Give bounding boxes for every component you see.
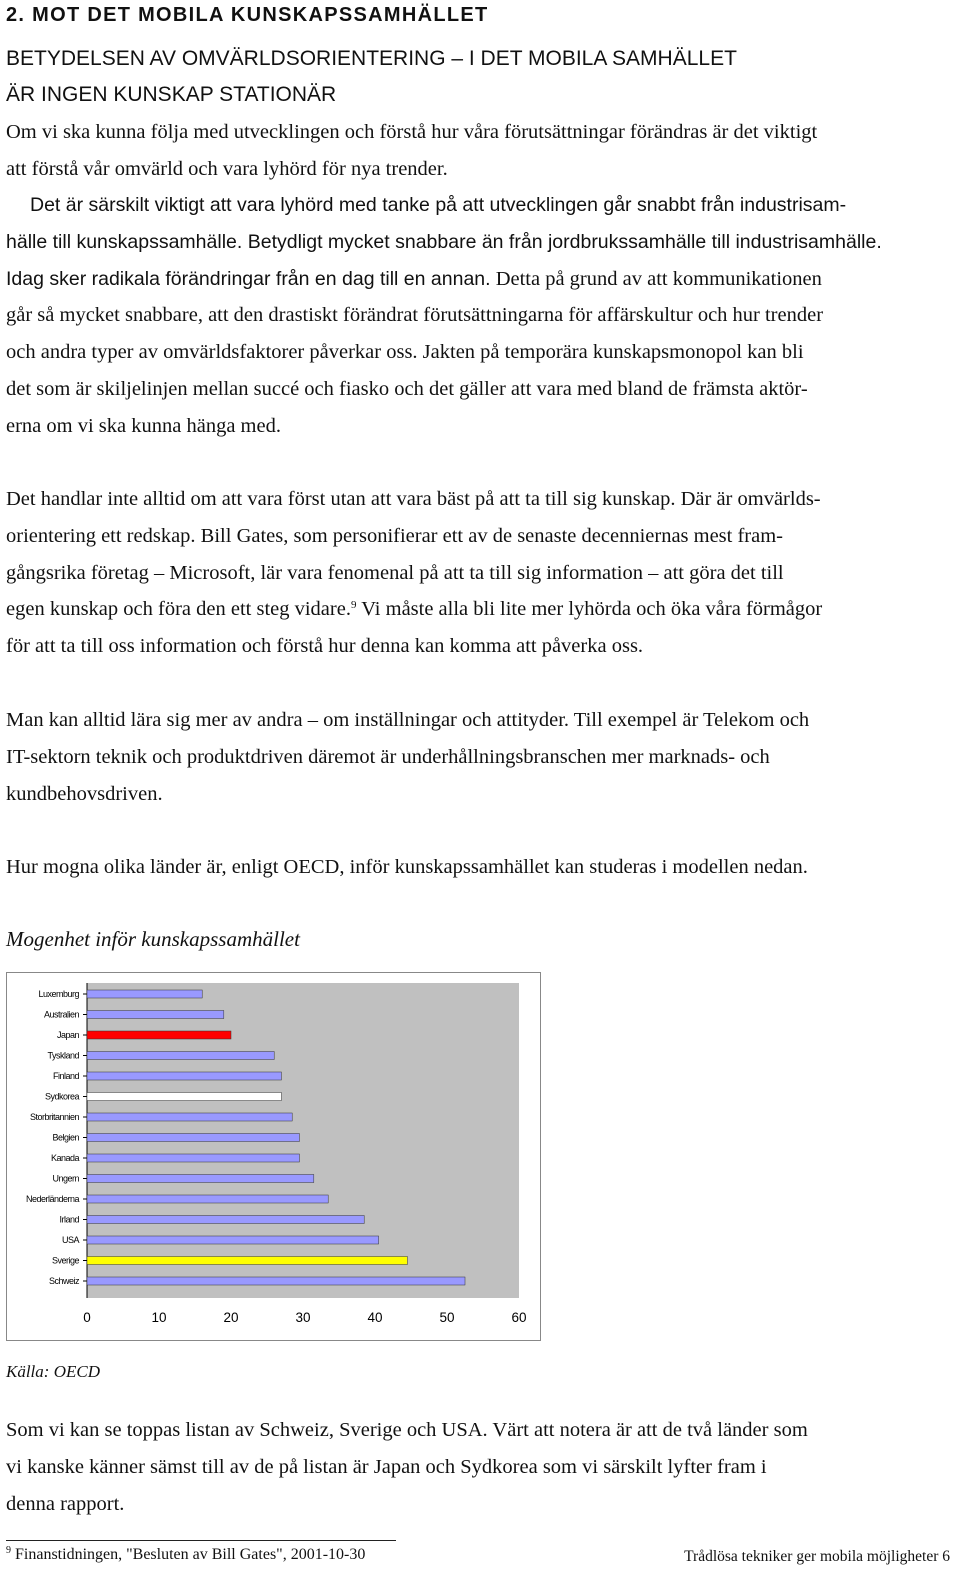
text-line: vi kanske känner sämst till av de på listan är Japan och Sydkorea som vi särskilt lyfter fram i <box>6 1455 767 1478</box>
chart-frame <box>6 972 541 1341</box>
bar-japan <box>87 1031 231 1039</box>
paragraph-2 <box>6 187 956 445</box>
bar-finland <box>87 1072 281 1080</box>
y-tick-label: Belgien <box>52 1132 79 1143</box>
bar-sverige <box>87 1257 407 1265</box>
bar-nederländerna <box>87 1195 328 1203</box>
paragraph-5 <box>6 849 956 886</box>
bar-kanada <box>87 1154 299 1162</box>
y-tick-label: Japan <box>56 1030 79 1040</box>
y-tick-label: Irland <box>59 1214 79 1225</box>
y-tick-label: Sydkorea <box>44 1091 79 1102</box>
footnote-text: Finanstidningen, "Besluten av Bill Gates", 2001-10-30 <box>11 1546 366 1563</box>
text-line: går så mycket snabbare, att den drastiskt förändrat förutsättningarna för affärskultur och hur trender <box>6 304 824 327</box>
text-line: det som är skiljelinjen mellan succé och fiasko och det gäller att vara med bland de främsta aktör- <box>6 377 808 400</box>
bar-ungern <box>87 1175 314 1183</box>
bar-irland <box>87 1216 364 1224</box>
text-line: orientering ett redskap. Bill Gates, som personifierar ett av de senaste decenniernas mest fram- <box>6 524 784 547</box>
x-tick-label: 60 <box>511 1310 527 1325</box>
y-tick-label: Schweiz <box>48 1276 79 1286</box>
bar-storbritannien <box>87 1113 292 1121</box>
text-line: Det är särskilt viktigt att vara lyhörd med tanke på att utvecklingen går snabbt från industrisam- <box>30 194 847 216</box>
page-footer: Trådlösa tekniker ger mobila möjligheter 6 <box>684 1548 950 1565</box>
text-fragment: Detta på grund av att kommunikationen <box>490 267 822 290</box>
text-fragment: Betydligt mycket snabbare än från jordbrukssamhälle till industrisamhälle. <box>242 230 882 253</box>
bar-luxemburg <box>87 990 202 998</box>
text-line: erna om vi ska kunna hänga med. <box>6 414 281 437</box>
x-tick-label: 0 <box>83 1310 91 1325</box>
subheading <box>6 41 737 113</box>
text-line: Om vi ska kunna följa med utvecklingen och förstå hur våra förutsättningar förändras är det viktigt <box>6 121 818 143</box>
x-tick-label: 10 <box>151 1310 167 1325</box>
paragraph-6 <box>6 1412 956 1522</box>
text-line: och andra typer av omvärldsfaktorer påverkar oss. Jakten på temporära kunskapsmonopol kan bli <box>6 341 804 364</box>
y-tick-label: USA <box>61 1235 79 1245</box>
text-fragment: hälle till kunskapssamhälle. <box>6 230 243 253</box>
subheading-line: BETYDELSEN AV OMVÄRLDSORIENTERING – I DET MOBILA SAMHÄLLET <box>6 47 737 70</box>
bar-chart <box>7 973 540 1340</box>
x-tick-label: 20 <box>223 1310 239 1325</box>
y-tick-label: Nederländerna <box>25 1194 79 1204</box>
text-line: gångsrika företag – Microsoft, lär vara fenomenal på att ta till sig information – att göra det till <box>6 561 784 584</box>
text-line: kundbehovsdriven. <box>6 782 163 805</box>
paragraph-4 <box>6 702 956 812</box>
bar-usa <box>87 1236 379 1244</box>
footnote <box>6 1546 365 1564</box>
text-line: IT-sektorn teknik och produktdriven däremot är underhållningsbranschen mer marknads- och <box>6 745 770 768</box>
bar-schweiz <box>87 1277 465 1285</box>
footnote-divider <box>6 1540 396 1541</box>
y-tick-label: Australien <box>43 1009 79 1020</box>
text-line: att förstå vår omvärld och vara lyhörd för nya trender. <box>6 157 448 180</box>
text-line: Det handlar inte alltid om att vara först utan att vara bäst på att ta till sig kunskap. Där är omvärlds- <box>6 488 821 510</box>
x-tick-label: 30 <box>295 1310 311 1325</box>
section-heading: 2. MOT DET MOBILA KUNSKAPSSAMHÄLLET <box>6 4 489 26</box>
x-tick-label: 50 <box>439 1310 455 1325</box>
bar-belgien <box>87 1134 299 1142</box>
bar-sydkorea <box>87 1093 281 1101</box>
paragraph-1 <box>6 114 956 188</box>
y-tick-label: Luxemburg <box>38 989 79 999</box>
text-line: Man kan alltid lära sig mer av andra – om inställningar och attityder. Till exempel är Telekom och <box>6 709 810 731</box>
paragraph-3 <box>6 481 956 665</box>
bar-tyskland <box>87 1052 274 1060</box>
text-line: för att ta till oss information och förstå hur denna kan komma att påverka oss. <box>6 635 644 658</box>
y-tick-label: Sverige <box>51 1255 79 1266</box>
chart-source: Källa: OECD <box>6 1362 100 1381</box>
y-tick-label: Storbritannien <box>29 1112 79 1122</box>
y-tick-label: Kanada <box>50 1153 79 1163</box>
text-line: Som vi kan se toppas listan av Schweiz, Sverige och USA. Värt att notera är att de två länder som <box>6 1419 808 1441</box>
text-line: Hur mogna olika länder är, enligt OECD, inför kunskapssamhället kan studeras i modellen nedan. <box>6 856 808 878</box>
bar-australien <box>87 1011 224 1019</box>
y-tick-label: Finland <box>52 1071 79 1081</box>
footnote-number: 9 <box>6 1545 11 1556</box>
y-tick-label: Ungern <box>52 1173 79 1184</box>
footnote-ref[interactable]: 9 <box>350 599 357 612</box>
subheading-line: ÄR INGEN KUNSKAP STATIONÄR <box>6 83 337 106</box>
x-tick-label: 40 <box>367 1310 383 1325</box>
text-fragment: Idag sker radikala förändringar från en dag till en annan. <box>6 267 491 290</box>
text-fragment: egen kunskap och föra den ett steg vidare. <box>6 598 351 621</box>
y-tick-label: Tyskland <box>47 1050 79 1061</box>
text-fragment: Vi måste alla bli lite mer lyhörda och öka våra förmågor <box>356 598 823 621</box>
chart-caption: Mogenhet inför kunskapssamhället <box>6 927 300 951</box>
text-line: denna rapport. <box>6 1492 125 1515</box>
